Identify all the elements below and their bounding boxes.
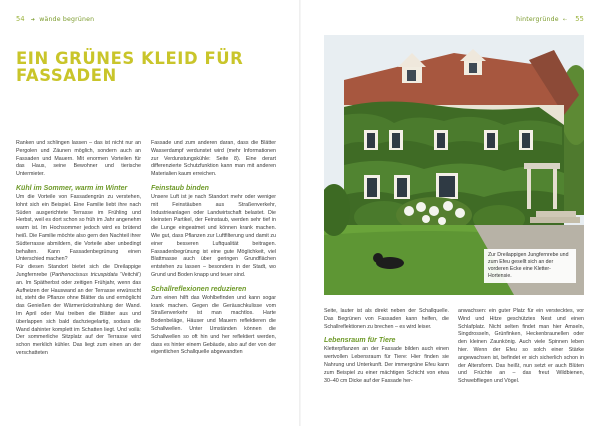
- body-paragraph: anwachsen: ein guter Platz für ein verstecktes, vor Wind und Hitze geschütztes Nest und einen Schlafplatz. Nicht selten findet man hier Amseln, Singdrosseln, Grünfinken, Heckenbraunellen oder den kleinen Zaunkönig. Auch viele Spinnen leben hier. Wenn der Efeu so solch einer Stärke angewachsen ist, befindet er sich sicherlich schon in der Altersform. Das heißt, nun setzt er auch Blüten und Früchte an – das freut Wildbienen, Schwebfliegen und Vögel.: [458, 308, 584, 385]
- body-paragraph: Für diesen Standort bietet sich die Dreilappige Jungfernrebe (Parthenocissus tricuspidata 'Veitchii') an. Im Spätherbst oder zeitigen Frühjahr, wenn das Aufheizen der Hauswand an der Terrasse erwünscht ist, steht die Pflanze ohne Blätter da und ermöglicht das Genießen der Wärmerückstrahlung der Wand. Im April oder Mai treiben die Blätter aus und überlappen sich bald dachziegelartig, sodass die Wand dahinter komplett im Schatten liegt. Und voilà: Der sommerliche Sitzplatz auf der Terrasse wird schon merklich kühler. Das liegt zum einen an der verschatteten: [16, 264, 141, 356]
- right-running-head: [516, 15, 584, 23]
- body-paragraph: Um die Vorteile von Fassadengrün zu verstehen, lohnt sich ein Beispiel. Eine Familie liebt ihre nach Süden ausgerichtete Terrasse im Frühling und Herbst, weil es dort schon so früh im Jahr angenehm warm ist. Im Hochsommer jedoch wird es brütend heiß. Die Familie möchte also gern den Nachteil ihrer Südterrasse abmildern, die Vorteile aber unbedingt behalten. Kann Fassadenbegrünung einen Unterschied machen?: [16, 193, 141, 263]
- right-column-2: [458, 308, 584, 386]
- intro-paragraph: Ranken und schlingen lassen – das ist nicht nur an Pergolen und Zäunen möglich, sondern auch an Fassaden und Mauern. Mit enormen Vorteilen für das Haus, seine Bewohner und tierische Untermieter.: [16, 140, 141, 178]
- subheading-lebensraum: Lebensraum für Tiere: [324, 337, 396, 345]
- subheading-kuehl: Kühl im Sommer, warm im Winter: [16, 184, 128, 192]
- book-gutter: [299, 0, 301, 426]
- body-paragraph: Seite, lauter ist als direkt neben der Schallquelle. Das Begrünen von Fassaden kann helfen, die Schallreflektionen zu brechen – es wird leiser.: [324, 308, 449, 330]
- right-section-title: hintergründe: [516, 16, 559, 23]
- left-section-title: wände begrünen: [39, 16, 95, 23]
- right-page-number: 55: [575, 15, 584, 23]
- arrow-right-icon: ➔: [30, 17, 36, 23]
- left-page-number: 54: [16, 15, 25, 23]
- article-headline: EIN GRÜNES KLEID FÜR FASSADEN: [16, 49, 244, 85]
- left-running-head: [16, 15, 94, 23]
- photo-caption: Zur Dreilappigen Jungfernrebe und zum Efeu gesellt sich an der vorderen Ecke eine Kletter-Hortensie.: [484, 249, 576, 283]
- left-column-2: [151, 140, 276, 357]
- right-column-1: [324, 308, 449, 385]
- body-paragraph: Kletterpflanzen an der Fassade bilden auch einen wertvollen Lebensraum für Tiere: Hier finden sie Nahrung und Unterkunft. Der immergrüne Efeu kann zum Beispiel zu einer mächtigen Schicht von etwa 30–40 cm Dicke auf der Fassade her-: [324, 346, 449, 384]
- body-paragraph: Unsere Luft ist je nach Standort mehr oder weniger mit Feinstäuben aus Straßenverkehr, Industrieanlagen oder Landwirtschaft belastet. Die kleinsten Partikel, der Feinstaub, werden sehr tief in die Lunge eingeatmet und können krank machen. Wie gut, dass Pflanzen zur Luftfilterung und damit zu einer besseren Luftqualität beitragen. Fassadenbegrünung ist eine gute Möglichkeit, viel Blattmasse auch über geringen Grundflächen entstehen zu lassen – besonders in der Stadt, wo Grund und Boden knapp und teuer sind.: [151, 193, 276, 278]
- left-column-1: [16, 140, 141, 358]
- subheading-schall: Schallreflexionen reduzieren: [151, 285, 247, 293]
- subheading-feinstaub: Feinstaub binden: [151, 184, 209, 192]
- body-paragraph: Zum einen hilft das Wohlbefinden und kann sogar krank machen. Gegen die Geräuschkulisse vom Straßenverkehr ist man machtlos. Harte Bodenbeläge, Häuser und Mauern reflektieren die Schallwellen. Unter Umständen können die Schallwellen so oft hin und her reflektiert werden, dass es hinter einem Gebäude, also auf der von der eigentlichen Schallquelle abgewandten: [151, 294, 276, 356]
- arrow-left-icon: ⇠: [562, 17, 568, 23]
- body-paragraph: Fassade und zum anderen daran, dass die Blätter Wasserdampf verdunstet wird (mehr Informationen zur Verdunstungskühle: Seite 8). Eine derart differenzierte Schutzfunktion kann man mit anderen Materialien kaum erreichen.: [151, 140, 276, 178]
